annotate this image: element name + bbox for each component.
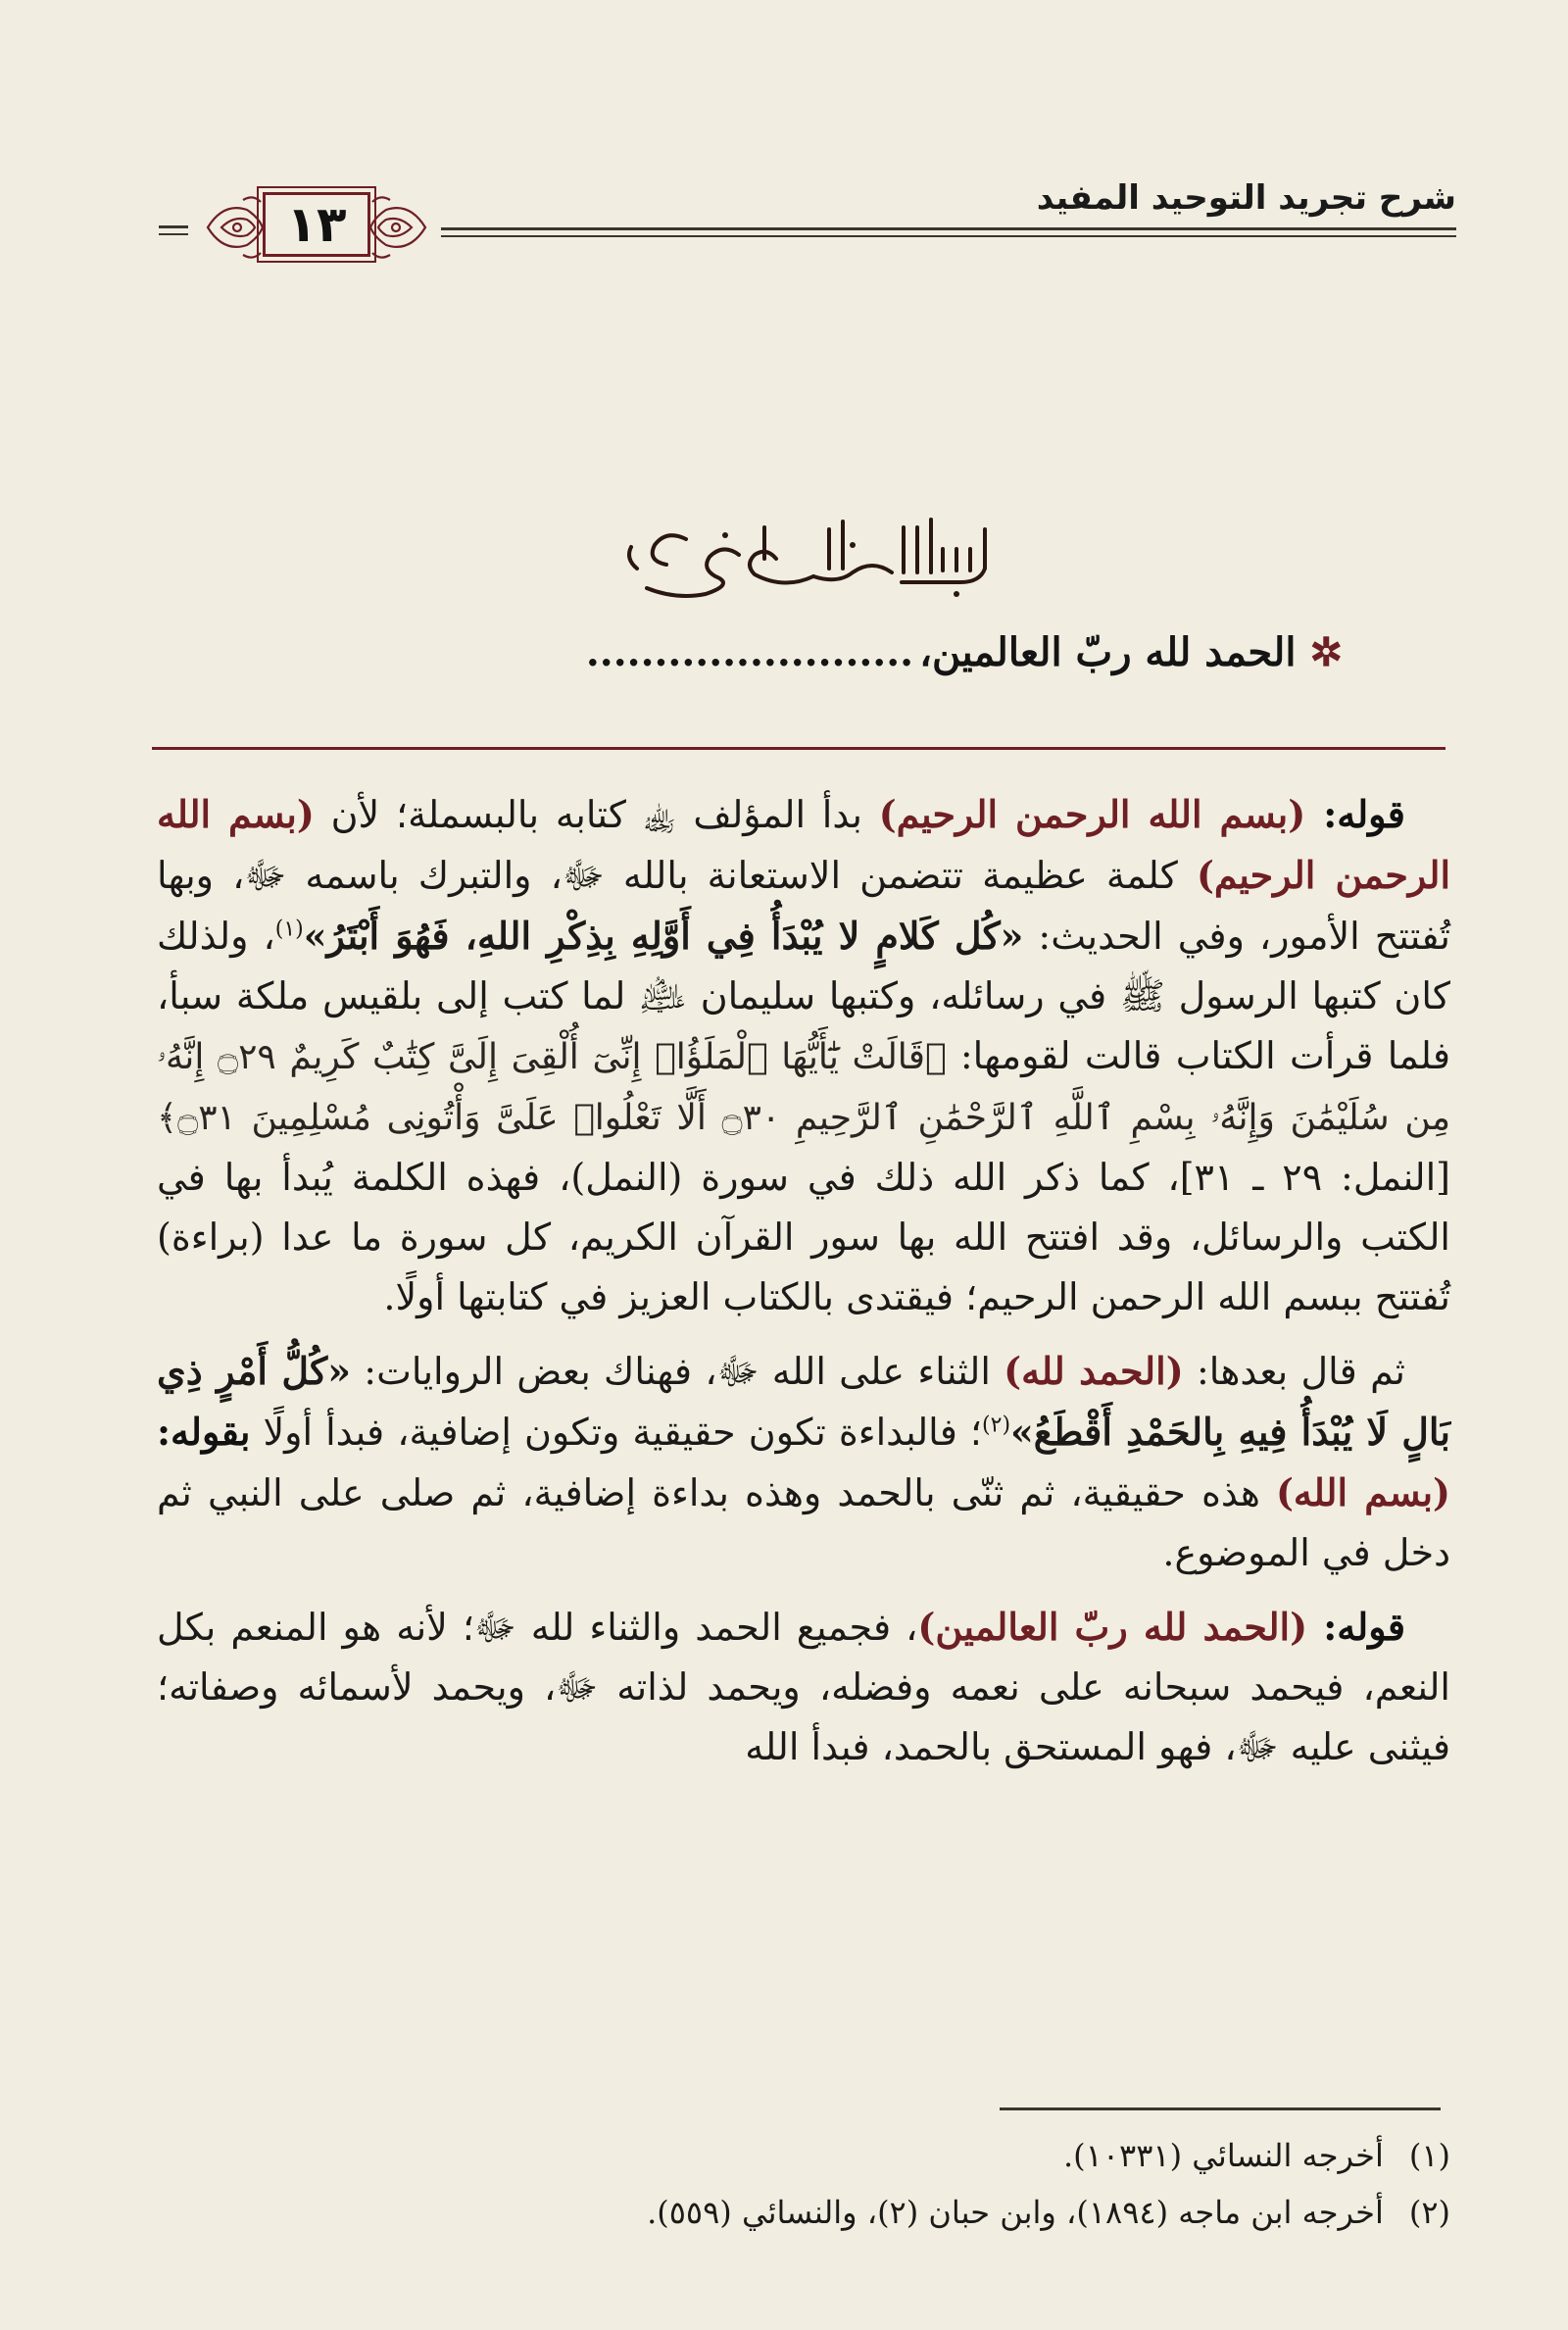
lead-word: قوله: — [1305, 792, 1405, 836]
body-segment: الثناء على الله ﷻ، فهناك بعض الروايات: — [351, 1350, 1004, 1393]
book-title: شرح تجريد التوحيد المفيد — [1036, 178, 1456, 218]
basmala-calligraphy-icon — [608, 500, 1000, 608]
quoted-phrase: (بسم الله) — [1275, 1470, 1451, 1514]
body-paragraph — [157, 784, 1450, 1327]
footnote-number: (١) — [1408, 2137, 1450, 2174]
quoted-phrase: (بسم الله الرحمن الرحيم) — [157, 792, 1450, 897]
matn-star-icon: ✲ — [1309, 629, 1343, 675]
lead-word: قوله: — [1307, 1605, 1405, 1649]
body-segment: ثم قال بعدها: — [1183, 1350, 1405, 1393]
body-segment: بدأ المؤلف ﵀ كتابه بالبسملة؛ لأن — [314, 793, 879, 836]
body-paragraph — [157, 1341, 1450, 1583]
footnote-separator — [1000, 2107, 1441, 2110]
body-segment: هذه حقيقية، ثم ثنّى بالحمد وهذه بداءة إضافية، ثم صلى على النبي ثم دخل في الموضوع. — [157, 1471, 1450, 1574]
footnotes — [157, 2127, 1450, 2241]
matn-line — [186, 629, 1343, 694]
quoted-phrase: (الحمد لله) — [1004, 1349, 1184, 1393]
commentary-body — [157, 784, 1450, 1791]
footnote-text: أخرجه ابن ماجه (١٨٩٤)، وابن حبان (٢)، والنسائي (٥٥٩). — [647, 2194, 1384, 2231]
footnote-1 — [157, 2127, 1450, 2184]
footnote-ref[interactable]: (٢) — [982, 1413, 1011, 1438]
hadith-text: «كُل كَلامٍ لا يُبْدَأُ فِي أَوَّلِهِ بِذِكْرِ اللهِ، فَهُوَ أَبْتَرُ» — [303, 914, 1024, 958]
body-segment: ؛ فالبداءة تكون حقيقية وتكون إضافية، فبدأ أولًا — [250, 1411, 983, 1454]
running-header — [147, 167, 1456, 274]
matn-text: الحمد لله ربّ العالمين، — [919, 629, 1297, 675]
body-segment: [النمل: ٢٩ ـ ٣١]، كما ذكر الله ذلك في سورة (النمل)، فهذه الكلمة يُبدأ بها في الكتب والرسائل، وقد افتتح الله بها سور القرآن الكريم، كل سورة ما عدا (براءة) تُفتتح ببسم الله الرحمن الرحيم؛ فيقتدى بالكتاب العزيز في كتابتها أولًا. — [157, 1156, 1450, 1318]
body-segment: ، فجميع الحمد والثناء لله ﷻ؛ لأنه هو المنعم بكل النعم، فيحمد سبحانه على نعمه وفضله، ويحمد لذاته ﷻ، ويحمد لأسمائه وصفاته؛ فيثنى عليه ﷻ، فهو المستحق بالحمد، فبدأ الله — [157, 1606, 1450, 1768]
footnote-text: أخرجه النسائي (١٠٣٣١). — [1062, 2137, 1384, 2174]
header-double-rule — [441, 227, 1456, 241]
matn-dots: ........................ — [585, 629, 914, 675]
footnote-2 — [157, 2184, 1450, 2241]
body-segment: كلمة عظيمة تتضمن الاستعانة بالله ﷻ، والتبرك باسمه ﷻ، وبها تُفتتح الأمور، وفي الحديث: — [157, 854, 1450, 958]
body-paragraph — [157, 1597, 1450, 1777]
footnote-ref[interactable]: (١) — [274, 917, 304, 942]
lead-word: بقوله: — [157, 1410, 251, 1454]
body-segment: ، ولذلك كان كتبها الرسول ﷺ في رسائله، وكتبها سليمان ﵇ لما كتب إلى بلقيس ملكة سبأ، فلما قرأت الكتاب قالت لقومها: — [157, 915, 1450, 1077]
header-end-rule — [159, 225, 188, 237]
quoted-phrase: (الحمد لله ربّ العالمين) — [917, 1605, 1308, 1649]
quran-verse: ﴿قَالَتْ يَٰٓأَيُّهَا ٱلْمَلَؤُا۟ إِنِّىٓ أُلْقِىَ إِلَىَّ كِتَٰبٌ كَرِيمٌ ۝٢٩ إِنَّهُۥ مِن سُلَيْمَٰنَ وَإِنَّهُۥ بِسْمِ ٱللَّهِ ٱلرَّحْمَٰنِ ٱلرَّحِيمِ ۝٣٠ أَلَّا تَعْلُوا۟ عَلَىَّ وَأْتُونِى مُسْلِمِينَ ۝٣١﴾ — [157, 1037, 1451, 1138]
page-number: ١٣ — [263, 192, 370, 257]
matn-separator — [152, 747, 1446, 750]
quoted-phrase: (بسم الله الرحمن الرحيم) — [878, 792, 1306, 836]
footnote-number: (٢) — [1408, 2194, 1450, 2231]
hadith-text: «كُلُّ أَمْرٍ ذِي بَالٍ لَا يُبْدَأُ فِيهِ بِالحَمْدِ أَقْطَعُ» — [157, 1349, 1450, 1454]
